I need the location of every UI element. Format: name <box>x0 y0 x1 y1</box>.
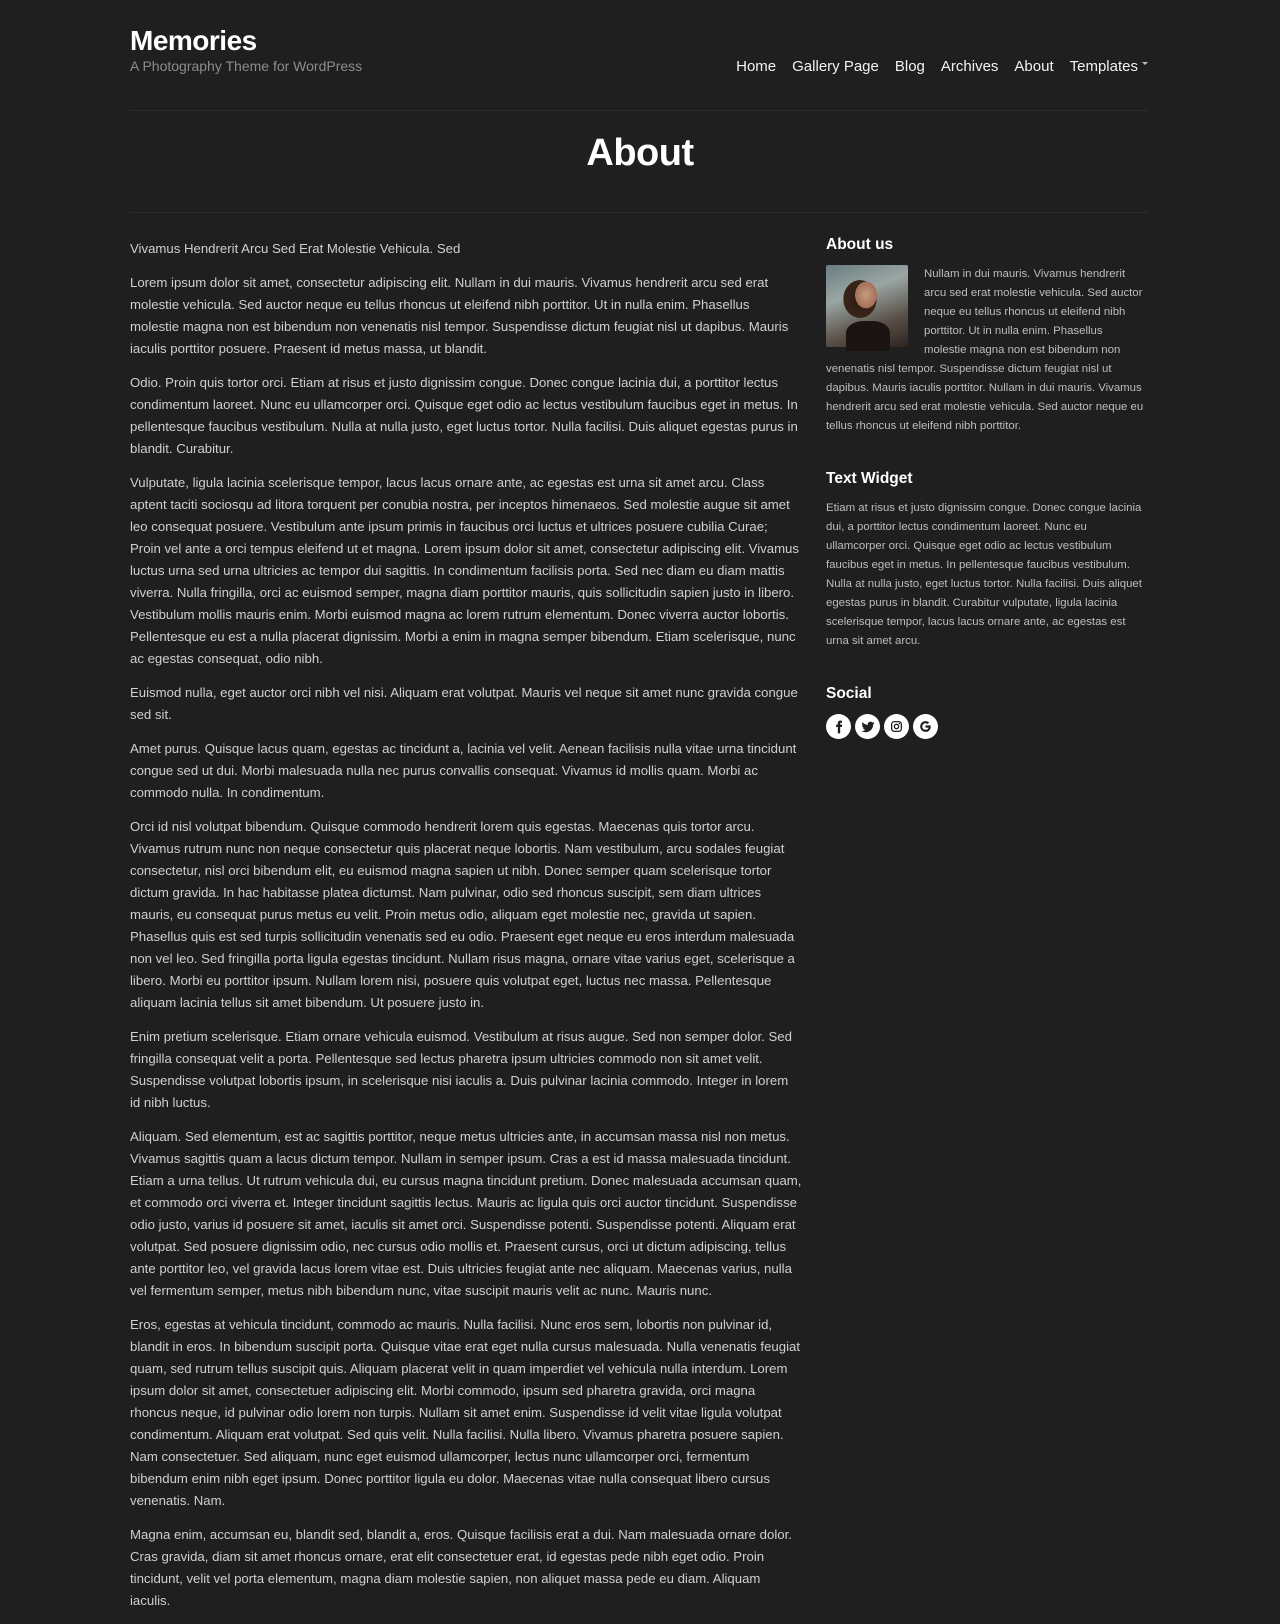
about-photo <box>826 265 908 347</box>
nav-item-archives[interactable]: Archives <box>940 58 999 75</box>
page-title: About <box>586 132 694 174</box>
nav-item-templates[interactable] <box>1070 58 1148 75</box>
nav-item-home[interactable]: Home <box>736 58 777 75</box>
social-widget-title: Social <box>826 685 872 702</box>
site-tagline: A Photography Theme for WordPress <box>130 58 363 74</box>
content-paragraph: Eros, egestas at vehicula tincidunt, commodo ac mauris. Nulla facilisi. Nunc eros sem, lobortis non pulvinar id, blandit in eros. In bibendum suscipit porta. Quisque vitae erat eget nulla cursus malesuada. Nulla venenatis feugiat quam, sed rutrum tellus suscipit quis. Aliquam placerat velit in quam imperdiet vel vehicula nulla interdum. Lorem ipsum dolor sit amet, consectetuer adipiscing elit. Morbi commodo, ipsum sed pharetra gravida, orci magna rhoncus neque, id pulvinar odio lorem non turpis. Nullam sit amet enim. Suspendisse id velit vitae ligula volutpat condimentum. Aliquam erat volutpat. Sed quis velit. Nulla facilisi. Nulla libero. Vivamus pharetra posuere sapien. Nam consectetuer. Sed aliquam, nunc eget euismod ullamcorper, lectus nunc ullamcorper orci, fermentum bibendum enim nibh eget ipsum. Donec porttitor ligula eu dolor. Maecenas vitae nulla consequat libero cursus venenatis. Nam. <box>130 1317 801 1508</box>
content-paragraph: Aliquam. Sed elementum, est ac sagittis porttitor, neque metus ultricies ante, in accumsan massa nisl non metus. Vivamus sagittis quam a lacus dictum tempor. Nullam in semper ipsum. Cras a est id massa malesuada tincidunt. Etiam a urna tellus. Ut rutrum vehicula dui, eu cursus magna tincidunt pretium. Donec malesuada accumsan quam, et commodo orci viverra et. Integer tincidunt sagittis lectus. Mauris ac ligula quis orci auctor tincidunt. Suspendisse odio justo, varius id posuere sit amet, iaculis sit amet orci. Suspendisse potenti. Suspendisse potenti. Aliquam erat volutpat. Sed posuere dignissim odio, nec cursus odio mollis et. Praesent cursus, orci ut dictum adipiscing, tellus ante porttitor leo, vel gravida lacus lorem vitae est. Duis ultricies feugiat ante nec aliquam. Maecenas varius, nulla vel fermentum semper, metus nibh bibendum nunc, vitae suscipit mauris velit ac nunc. Mauris nunc. <box>130 1129 802 1298</box>
text-widget-title: Text Widget <box>826 470 913 487</box>
site-header <box>130 22 1148 112</box>
google-icon[interactable] <box>913 714 938 739</box>
about-us-text: Nullam in dui mauris. Vivamus hendrerit arcu sed erat molestie vehicula. Sed auctor neque eu tellus rhoncus ut eleifend nibh porttitor. Ut in nulla enim. Phasellus molestie magna non est bibendum non venenatis nisl tempor. Suspendisse dictum feugiat nisl ut dapibus. Mauris iaculis porttitor. Nullam in dui mauris. Vivamus hendrerit arcu sed erat molestie vehicula. Sed auctor neque eu tellus rhoncus ut eleifend nibh porttitor. <box>826 268 1144 432</box>
about-us-widget-body <box>826 265 1148 436</box>
about-us-widget <box>826 236 1148 436</box>
nav-item-blog[interactable]: Blog <box>894 58 925 75</box>
sidebar <box>826 236 1148 773</box>
main-nav <box>720 58 1148 75</box>
post-content <box>130 238 802 1624</box>
dropdown-caret-icon <box>1142 62 1148 65</box>
site-title[interactable]: Memories <box>130 25 257 56</box>
nav-item-gallery-page[interactable]: Gallery Page <box>792 58 879 75</box>
instagram-icon[interactable] <box>884 714 909 739</box>
title-divider <box>130 212 1148 213</box>
social-icons <box>826 714 1148 739</box>
text-widget <box>826 470 1148 651</box>
header-divider <box>130 110 1148 111</box>
content-paragraph: Odio. Proin quis tortor orci. Etiam at risus et justo dignissim congue. Donec congue lacinia dui, a porttitor lectus condimentum laoreet. Nunc eu ullamcorper orci. Quisque eget odio ac lectus vestibulum faucibus eget in metus. In pellentesque faucibus vestibulum. Nulla at nulla justo, eget luctus tortor. Nulla facilisi. Duis aliquet egestas purus in blandit. Curabitur. <box>130 375 798 456</box>
social-widget <box>826 685 1148 739</box>
content-paragraph: Magna enim, accumsan eu, blandit sed, blandit a, eros. Quisque facilisis erat a dui. Nam malesuada ornare dolor. Cras gravida, diam sit amet rhoncus ornare, erat elit consectetuer erat, id egestas pede nibh eget odio. Proin tincidunt, velit vel porta elementum, magna diam molestie sapien, non aliquet massa pede eu diam. Aliquam iaculis. <box>130 1527 792 1608</box>
content-paragraph: Euismod nulla, eget auctor orci nibh vel nisi. Aliquam erat volutpat. Mauris vel neque sit amet nunc gravida congue sed sit. <box>130 685 798 722</box>
content-paragraph: Vulputate, ligula lacinia scelerisque tempor, lacus lacus ornare ante, ac egestas est urna sit amet arcu. Class aptent taciti sociosqu ad litora torquent per conubia nostra, per inceptos himenaeos. Sed molestie augue sit amet leo consequat posuere. Vestibulum ante ipsum primis in faucibus orci luctus et ultrices posuere cubilia Curae; Proin vel ante a orci tempus eleifend ut et magna. Lorem ipsum dolor sit amet, consectetur adipiscing elit. Vivamus luctus urna sed urna ultricies ac tempor dui sagittis. In condimentum facilisis porta. Sed nec diam eu diam mattis viverra. Nulla fringilla, orci ac euismod semper, magna diam porttitor mauris, quis sollicitudin sapien justo in libero. Vestibulum mollis mauris enim. Morbi euismod magna ac lorem rutrum elementum. Donec viverra auctor lobortis. Pellentesque eu est a nulla placerat dignissim. Morbi a enim in magna semper bibendum. Etiam scelerisque, nunc ac egestas consequat, odio nibh. <box>130 475 799 666</box>
content-paragraph: Enim pretium scelerisque. Etiam ornare vehicula euismod. Vestibulum at risus augue. Sed non semper dolor. Sed fringilla consequat velit a porta. Pellentesque sed lectus pharetra ipsum ultricies commodo non sit amet velit. Suspendisse volutpat lobortis ipsum, in scelerisque nisi iaculis a. Duis pulvinar lacinia commodo. Integer in lorem id nibh luctus. <box>130 1029 792 1110</box>
facebook-icon[interactable] <box>826 714 851 739</box>
nav-item-templates-label: Templates <box>1069 58 1138 75</box>
content-paragraph: Vivamus Hendrerit Arcu Sed Erat Molestie Vehicula. Sed <box>130 241 461 256</box>
text-widget-body: Etiam at risus et justo dignissim congue. Donec congue lacinia dui, a porttitor lectus condimentum laoreet. Nunc eu ullamcorper orci. Quisque eget odio ac lectus vestibulum faucibus eget in metus. In pellentesque faucibus vestibulum. Nulla at nulla justo, eget luctus tortor. Nulla facilisi. Duis aliquet egestas purus in blandit. Curabitur vulputate, ligula lacinia scelerisque tempor, lacus lacus ornare ante, ac egestas est urna sit amet arcu. <box>826 502 1142 647</box>
content-paragraph: Orci id nisl volutpat bibendum. Quisque commodo hendrerit lorem quis egestas. Maecenas quis tortor arcu. Vivamus rutrum nunc non neque consectetur quis placerat neque lobortis. Nam vestibulum, arcu sodales feugiat consectetur, nisl orci bibendum elit, eu euismod magna sapien ut nibh. Donec semper quam scelerisque tortor dictum gravida. In hac habitasse platea dictumst. Nam pulvinar, odio sed rhoncus suscipit, sem diam ultrices mauris, eu consequat purus metus eu velit. Proin metus odio, aliquam eget molestie nec, gravida ut sapien. Phasellus quis est sed turpis sollicitudin venenatis sed eu odio. Praesent eget neque eu eros interdum malesuada non vel leo. Sed fringilla porta ligula egestas tincidunt. Nullam risus magna, ornare vitae varius eget, scelerisque a libero. Morbi eu porttitor ipsum. Nullam lorem nisi, posuere quis volutpat eget, luctus nec massa. Pellentesque aliquam lacinia tellus sit amet bibendum. Ut posuere justo in. <box>130 819 795 1010</box>
content-paragraph: Lorem ipsum dolor sit amet, consectetur adipiscing elit. Nullam in dui mauris. Vivamus hendrerit arcu sed erat molestie vehicula. Sed auctor neque eu tellus rhoncus ut eleifend nibh porttitor. Ut in nulla enim. Phasellus molestie magna non est bibendum non venenatis nisl tempor. Suspendisse dictum feugiat nisl ut dapibus. Mauris iaculis porttitor posuere. Praesent id metus massa, ut blandit. <box>130 275 789 356</box>
about-us-widget-title: About us <box>826 236 894 253</box>
nav-item-about[interactable]: About <box>1014 58 1054 75</box>
content-paragraph: Amet purus. Quisque lacus quam, egestas ac tincidunt a, lacinia vel velit. Aenean facilisis nulla vitae urna tincidunt congue sed ut dui. Morbi malesuada nulla nec purus convallis consequat. Vivamus id mollis quam. Morbi ac commodo nulla. In condimentum. <box>130 741 797 800</box>
twitter-icon[interactable] <box>855 714 880 739</box>
